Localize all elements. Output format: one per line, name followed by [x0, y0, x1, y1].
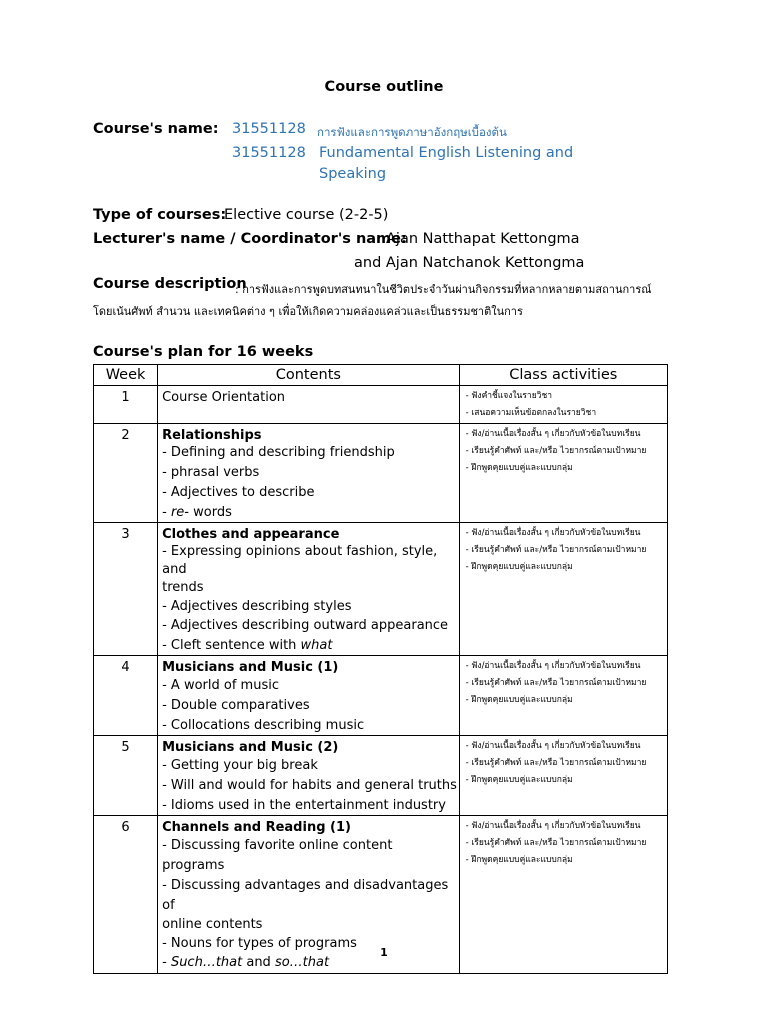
content-item: - Defining and describing friendship — [162, 445, 395, 460]
course-code-2: 31551128 — [232, 145, 306, 161]
content-item: - Will and would for habits and general truths — [162, 778, 457, 793]
content-item: - Such…that and so…that — [162, 955, 330, 970]
activity-item: - เรียนรู้คำศัพท์ และ/หรือ ไวยากรณ์ตามเป้าหมาย — [465, 545, 647, 555]
activity-item: - ฝึกพูดคุยแบบคู่และแบบกลุ่ม — [465, 463, 573, 473]
content-item: - Idioms used in the entertainment industry — [162, 798, 446, 813]
course-description-line2: โดยเน้นศัพท์ สำนวน และเทคนิคต่าง ๆ เพื่อให้เกิดความคล่องแคล่วและเป็นธรรมชาติในการ — [93, 305, 523, 318]
activity-item: - ฟังคำชี้แจงในรายวิชา — [465, 391, 552, 401]
activity-item: - เรียนรู้คำศัพท์ และ/หรือ ไวยากรณ์ตามเป้าหมาย — [465, 446, 647, 456]
content-item: - Adjectives to describe — [162, 485, 315, 500]
content-item-italic: re- — [170, 505, 189, 520]
content-title: Relationships — [162, 428, 262, 443]
content-item: - Discussing advantages and disadvantages of — [162, 878, 449, 913]
table-row — [94, 523, 668, 656]
course-name-thai: การฟังและการพูดภาษาอังกฤษเบื้องต้น — [317, 125, 507, 139]
table-row — [94, 386, 668, 424]
table-header-row — [94, 365, 668, 386]
content-title: Channels and Reading (1) — [162, 820, 351, 835]
activity-item: - ฟัง/อ่านเนื้อเรื่องสั้น ๆ เกี่ยวกับหัวข้อในบทเรียน — [465, 528, 641, 538]
content-item: - re- words — [162, 505, 232, 520]
activity-item: - เรียนรู้คำศัพท์ และ/หรือ ไวยากรณ์ตามเป้าหมาย — [465, 758, 647, 768]
content-item: - Adjectives describing styles — [162, 599, 352, 614]
activity-item: - ฝึกพูดคุยแบบคู่และแบบกลุ่ม — [465, 562, 573, 572]
page-title: Course outline — [324, 79, 444, 95]
week-number: 5 — [121, 740, 130, 755]
course-type-value: Elective course (2-2-5) — [224, 207, 389, 223]
content-item: - phrasal verbs — [162, 465, 260, 480]
week-number: 6 — [121, 820, 130, 835]
content-item: trends — [162, 580, 204, 595]
activity-item: - ฝึกพูดคุยแบบคู่และแบบกลุ่ม — [465, 855, 573, 865]
content-item: - A world of music — [162, 678, 279, 693]
activity-item: - ฝึกพูดคุยแบบคู่และแบบกลุ่ม — [465, 775, 573, 785]
activity-item: - ฟัง/อ่านเนื้อเรื่องสั้น ๆ เกี่ยวกับหัวข้อในบทเรียน — [465, 661, 641, 671]
content-item: - Adjectives describing outward appearance — [162, 618, 449, 633]
activity-item: - ฟัง/อ่านเนื้อเรื่องสั้น ๆ เกี่ยวกับหัวข้อในบทเรียน — [465, 821, 641, 831]
content-title: Clothes and appearance — [162, 527, 340, 542]
course-code-1: 31551128 — [232, 121, 306, 137]
week-number: 3 — [121, 527, 130, 542]
course-description-line1: : การฟังและการพูดบทสนทนาในชีวิตประจำวันผ่านกิจกรรมที่หลากหลายตามสถานการณ์ — [235, 283, 652, 296]
activity-item: - ฟัง/อ่านเนื้อเรื่องสั้น ๆ เกี่ยวกับหัวข้อในบทเรียน — [465, 741, 641, 751]
content-item: - Cleft sentence with what — [162, 638, 333, 653]
course-name-en-line1: Fundamental English Listening and — [319, 145, 574, 161]
content-title: Musicians and Music (2) — [162, 740, 339, 755]
week-number: 2 — [121, 428, 130, 443]
activity-item: - เสนอความเห็นข้อตกลงในรายวิชา — [465, 408, 597, 418]
content-item: - Expressing opinions about fashion, style, and — [162, 544, 438, 577]
lecturer-name-2: and Ajan Natchanok Kettongma — [354, 255, 585, 271]
content-item-italic: Such…that — [170, 955, 243, 970]
lecturer-name-1: Ajan Natthapat Kettongma — [386, 231, 580, 247]
content-item: - Collocations describing music — [162, 718, 365, 733]
page-number: 1 — [380, 946, 388, 959]
header-activities: Class activities — [459, 365, 667, 386]
activity-item: - ฝึกพูดคุยแบบคู่และแบบกลุ่ม — [465, 695, 573, 705]
course-plan-heading: Course's plan for 16 weeks — [93, 344, 314, 360]
table-row — [94, 424, 668, 523]
activity-item: - ฟัง/อ่านเนื้อเรื่องสั้น ๆ เกี่ยวกับหัวข้อในบทเรียน — [465, 429, 641, 439]
course-description-label: Course description — [93, 276, 247, 292]
course-name-en-line2: Speaking — [319, 166, 387, 182]
content-item: - Getting your big break — [162, 758, 318, 773]
content-item: - Discussing favorite online content programs — [162, 838, 393, 873]
table-row — [94, 736, 668, 816]
content-item: - Nouns for types of programs — [162, 936, 357, 951]
activity-item: - เรียนรู้คำศัพท์ และ/หรือ ไวยากรณ์ตามเป้าหมาย — [465, 678, 647, 688]
activity-item: - เรียนรู้คำศัพท์ และ/หรือ ไวยากรณ์ตามเป้าหมาย — [465, 838, 647, 848]
course-type-label: Type of courses: — [93, 207, 227, 223]
content-item-italic: what — [300, 638, 333, 653]
week-number: 4 — [121, 660, 130, 675]
course-plan-table — [93, 364, 668, 974]
header-contents: Contents — [158, 365, 460, 386]
content-item-italic: so…that — [274, 955, 330, 970]
week-number: 1 — [121, 390, 130, 405]
content-item: - Double comparatives — [162, 698, 310, 713]
course-name-label: Course's name: — [93, 121, 219, 137]
content-title: Musicians and Music (1) — [162, 660, 339, 675]
table-row — [94, 656, 668, 736]
content-item: Course Orientation — [162, 390, 286, 405]
header-week: Week — [94, 365, 158, 386]
content-item: online contents — [162, 917, 263, 932]
lecturer-label: Lecturer's name / Coordinator's name: — [93, 231, 407, 247]
